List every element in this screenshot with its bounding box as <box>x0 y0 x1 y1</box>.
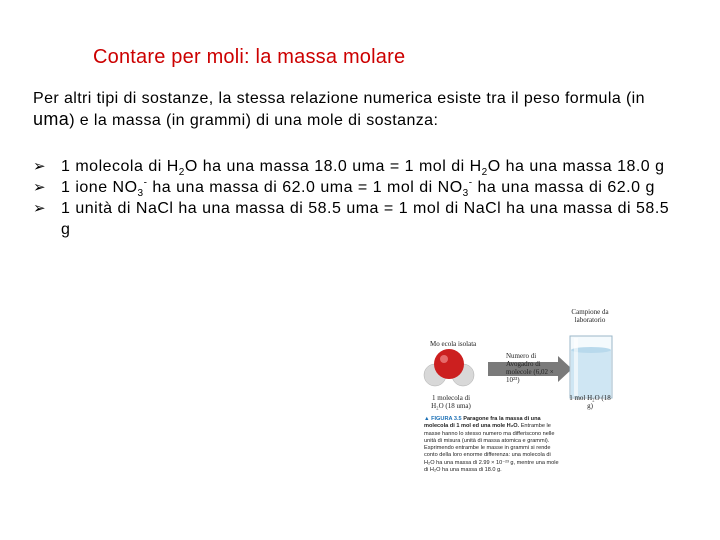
bullet-text: ha una massa di 62.0 uma = 1 mol di NO <box>147 179 463 196</box>
sample-label: Campione da laboratorio <box>571 308 609 324</box>
bullet-water <box>33 156 683 177</box>
bullet-text: O ha una massa 18.0 g <box>487 158 665 175</box>
bullet-nacl <box>33 198 683 240</box>
molecule-label: Mo ecola isolata <box>430 340 477 348</box>
intro-text-2: ) e la massa (in grammi) di una mole di sostanza: <box>69 112 439 129</box>
subscript: 2 <box>178 167 185 179</box>
arrow-bullet-icon: ➢ <box>33 199 47 217</box>
superscript: - <box>143 177 148 189</box>
water-molecule-icon <box>424 349 474 386</box>
caption-head: ▲ FIGURA 3.5 <box>424 416 462 422</box>
arrow-bullet-icon: ➢ <box>33 178 47 196</box>
molar-mass-figure <box>420 300 620 515</box>
caption-body: Entrambe le masse hanno lo stesso numero ma differiscono nelle unità di misura (unità di massa atomica e grammi). Esprimendo entrambe le masse in grammi si rende conto della loro enorme differenza: una molecola di H₂O ha una massa di 2.99 × 10⁻²³ g, mentre una mole di H₂O ha una massa di 18.0 g. <box>424 423 559 474</box>
arrow-bullet-icon: ➢ <box>33 157 47 175</box>
avogadro-label: Numero di Avogadro di molecole (6,02 × 10²³) <box>506 352 554 384</box>
slide-title: Contare per moli: la massa molare <box>93 46 406 68</box>
superscript: - <box>468 177 473 189</box>
bullet-text: ha una massa di 62.0 g <box>472 179 655 196</box>
intro-text-1: Per altri tipi di sostanze, la stessa relazione numerica esiste tra il peso formula (in <box>33 90 645 107</box>
bullet-nitrate <box>33 177 683 198</box>
mole-caption: 1 mol H₂O (18 g) <box>569 394 611 410</box>
bullet-text: 1 unità di NaCl ha una massa di 58.5 uma = 1 mol di NaCl ha una massa di 58.5 g <box>61 200 670 238</box>
intro-paragraph <box>33 88 683 131</box>
bullet-text: 1 molecola di H <box>61 158 179 175</box>
subscript: 3 <box>462 188 469 200</box>
intro-unit: uma <box>33 109 70 129</box>
subscript: 2 <box>481 167 488 179</box>
molecule-caption: 1 molecola di H₂O (18 uma) <box>431 394 471 410</box>
figure-caption <box>424 416 560 474</box>
beaker-icon <box>570 336 612 398</box>
caption-title: Paragone fra la massa di una molecola di 1 mol ed una mole H₂O. <box>424 416 541 430</box>
bullet-text: O ha una massa 18.0 uma = 1 mol di H <box>184 158 482 175</box>
subscript: 3 <box>137 188 144 200</box>
bullet-list <box>33 156 683 240</box>
bullet-text: 1 ione NO <box>61 179 138 196</box>
